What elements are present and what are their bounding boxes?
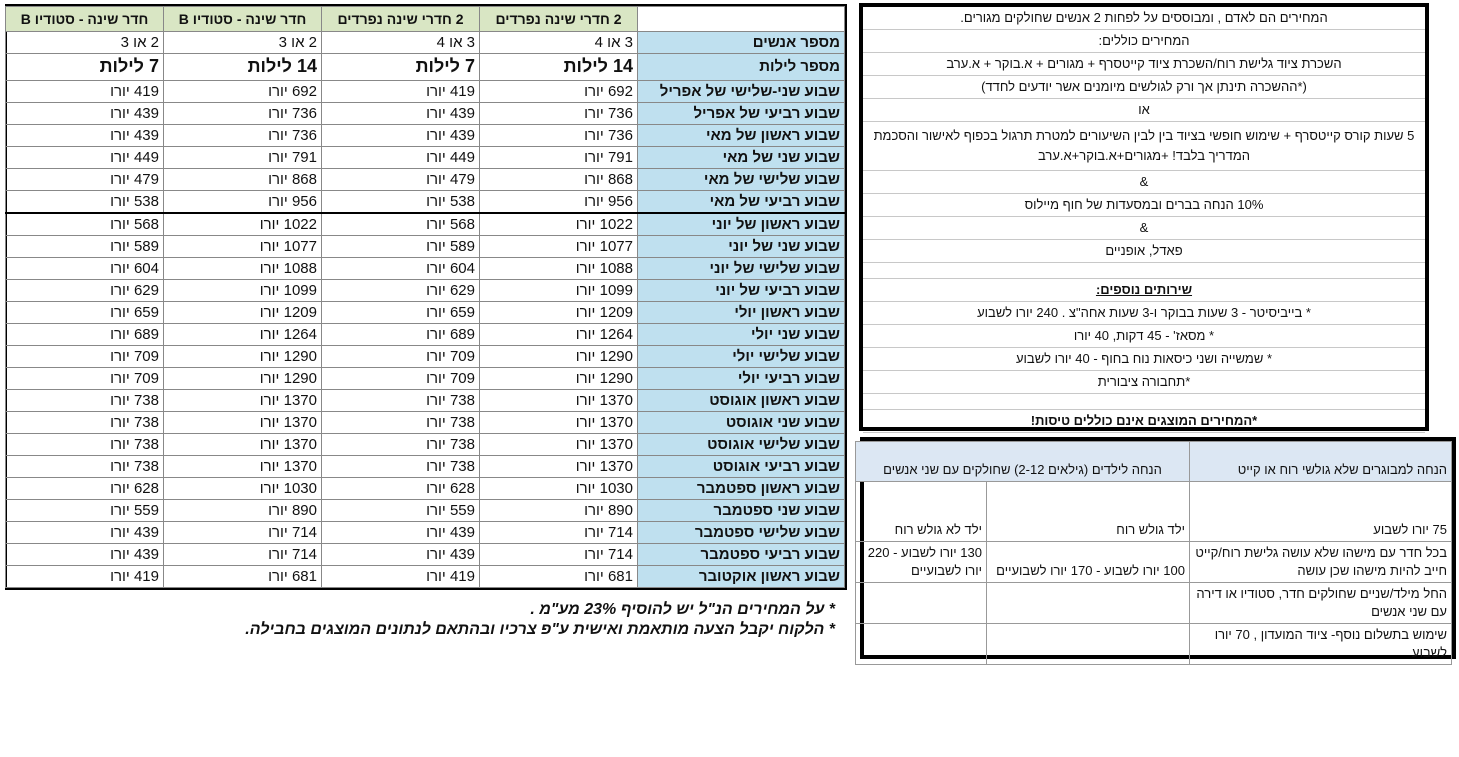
empty-cell <box>855 624 986 665</box>
price-cell: 629 יורו <box>322 279 480 301</box>
week-label: שבוע שלישי של יוני <box>638 257 845 279</box>
price-cell: 738 יורו <box>6 455 164 477</box>
discount-adults-amount: 75 יורו לשבוע <box>1190 482 1452 542</box>
price-cell: 1022 יורו <box>480 213 638 236</box>
week-label: שבוע שני אוגוסט <box>638 411 845 433</box>
price-row <box>6 102 845 124</box>
price-cell: 1370 יורו <box>164 389 322 411</box>
price-cell: 736 יורו <box>480 102 638 124</box>
price-cell: 628 יורו <box>322 477 480 499</box>
week-label: שבוע רביעי של אפריל <box>638 102 845 124</box>
discount-adults-condition: בכל חדר עם מישהו שלא עושה גלישת רוח/קייט חייב להיות מישהו שכן עושה <box>1190 542 1452 583</box>
price-row <box>6 146 845 168</box>
note-vat: * על המחירים הנ"ל יש להוסיף 23% מע"מ . <box>530 601 835 618</box>
info-line: המחירים הם לאדם , ומבוססים על לפחות 2 אנשים שחולקים מגורים. <box>863 7 1425 30</box>
price-row <box>6 565 845 587</box>
price-cell: 681 יורו <box>164 565 322 587</box>
info-line: או <box>863 99 1425 122</box>
price-cell: 956 יורו <box>480 190 638 213</box>
price-cell: 714 יורו <box>480 521 638 543</box>
price-cell: 692 יורו <box>164 80 322 102</box>
week-label: שבוע שלישי אוגוסט <box>638 433 845 455</box>
price-row <box>6 257 845 279</box>
price-cell: 604 יורו <box>6 257 164 279</box>
nights-count: 7 לילות <box>322 53 480 80</box>
price-cell: 868 יורו <box>164 168 322 190</box>
price-row <box>6 455 845 477</box>
price-cell: 1030 יורו <box>164 477 322 499</box>
price-cell: 1370 יורו <box>164 411 322 433</box>
price-cell: 419 יורו <box>322 80 480 102</box>
week-label: שבוע רביעי אוגוסט <box>638 455 845 477</box>
price-cell: 709 יורו <box>322 345 480 367</box>
price-cell: 538 יורו <box>322 190 480 213</box>
price-notes <box>180 600 835 640</box>
price-cell: 1099 יורו <box>480 279 638 301</box>
price-cell: 791 יורו <box>480 146 638 168</box>
price-row <box>6 213 845 236</box>
price-cell: 439 יורו <box>322 124 480 146</box>
price-cell: 559 יורו <box>322 499 480 521</box>
empty-cell <box>987 624 1190 665</box>
price-cell: 449 יורו <box>6 146 164 168</box>
week-label: שבוע שלישי יולי <box>638 345 845 367</box>
price-row <box>6 389 845 411</box>
price-cell: 538 יורו <box>6 190 164 213</box>
price-cell: 738 יורו <box>322 433 480 455</box>
price-cell: 439 יורו <box>6 124 164 146</box>
spacer-line <box>863 394 1425 410</box>
people-row <box>6 32 845 54</box>
price-cell: 1209 יורו <box>164 301 322 323</box>
price-cell: 589 יורו <box>322 235 480 257</box>
price-cell: 1370 יורו <box>480 455 638 477</box>
price-row <box>6 543 845 565</box>
week-label: שבוע שני ספטמבר <box>638 499 845 521</box>
price-row <box>6 477 845 499</box>
discounts-container <box>860 437 1456 659</box>
week-label: שבוע שלישי של מאי <box>638 168 845 190</box>
price-cell: 439 יורו <box>322 543 480 565</box>
price-cell: 1099 יורו <box>164 279 322 301</box>
price-cell: 692 יורו <box>480 80 638 102</box>
info-line: פאדל, אופניים <box>863 240 1425 263</box>
discount-adults-header: הנחה למבוגרים שלא גולשי רוח או קייט <box>1190 442 1452 482</box>
price-cell: 1370 יורו <box>164 455 322 477</box>
info-line: שירותים נוספים: <box>863 279 1425 302</box>
price-cell: 568 יורו <box>6 213 164 236</box>
price-cell: 1370 יורו <box>480 411 638 433</box>
room-type-header: חדר שינה - סטודיו B <box>164 7 322 32</box>
price-cell: 568 יורו <box>322 213 480 236</box>
info-line: המחירים כוללים: <box>863 30 1425 53</box>
info-line: * בייביסיטר - 3 שעות בבוקר ו-3 שעות אחה"צ . 240 יורו לשבוע <box>863 302 1425 325</box>
week-label: שבוע שני של יוני <box>638 235 845 257</box>
price-cell: 738 יורו <box>6 389 164 411</box>
people-count: 2 או 3 <box>6 32 164 54</box>
price-row <box>6 279 845 301</box>
note-custom-offer: * הלקוח יקבל הצעה מותאמת ואישית ע"פ צרכיו ובהתאם לנתונים המוצגים בחבילה. <box>245 621 835 638</box>
price-cell: 449 יורו <box>322 146 480 168</box>
price-cell: 709 יורו <box>6 367 164 389</box>
week-label: שבוע ראשון ספטמבר <box>638 477 845 499</box>
price-table <box>5 6 845 588</box>
info-line: 10% הנחה בברים ובמסעדות של חוף מיילוס <box>863 194 1425 217</box>
price-cell: 890 יורו <box>164 499 322 521</box>
spacer-line <box>863 263 1425 279</box>
price-cell: 1088 יורו <box>480 257 638 279</box>
discount-children-condition: החל מילד/שניים שחולקים חדר, סטודיו או דירה עם שני אנשים <box>1190 583 1452 624</box>
price-cell: 1209 יורו <box>480 301 638 323</box>
nights-count: 14 לילות <box>480 53 638 80</box>
week-label: שבוע ראשון אוגוסט <box>638 389 845 411</box>
info-line: * מסאז' - 45 דקות, 40 יורו <box>863 325 1425 348</box>
people-count: 3 או 4 <box>322 32 480 54</box>
price-row <box>6 433 845 455</box>
price-cell: 439 יורו <box>6 521 164 543</box>
price-cell: 479 יורו <box>6 168 164 190</box>
price-cell: 1088 יורו <box>164 257 322 279</box>
price-cell: 868 יורו <box>480 168 638 190</box>
price-cell: 736 יורו <box>480 124 638 146</box>
price-table-container <box>5 4 847 590</box>
room-type-header: 2 חדרי שינה נפרדים <box>480 7 638 32</box>
week-label: שבוע ראשון אוקטובר <box>638 565 845 587</box>
price-cell: 736 יורו <box>164 124 322 146</box>
price-cell: 1077 יורו <box>480 235 638 257</box>
price-cell: 589 יורו <box>6 235 164 257</box>
price-cell: 738 יורו <box>322 411 480 433</box>
people-count: 3 או 4 <box>480 32 638 54</box>
info-line: & <box>863 171 1425 194</box>
week-label: שבוע שלישי ספטמבר <box>638 521 845 543</box>
week-label: שבוע רביעי ספטמבר <box>638 543 845 565</box>
price-row <box>6 499 845 521</box>
price-cell: 604 יורו <box>322 257 480 279</box>
price-cell: 629 יורו <box>6 279 164 301</box>
price-row <box>6 367 845 389</box>
week-label: שבוע רביעי של מאי <box>638 190 845 213</box>
week-label: שבוע ראשון של מאי <box>638 124 845 146</box>
price-cell: 791 יורו <box>164 146 322 168</box>
nights-count: 7 לילות <box>6 53 164 80</box>
price-cell: 628 יורו <box>6 477 164 499</box>
price-cell: 1290 יורו <box>164 367 322 389</box>
price-cell: 479 יורו <box>322 168 480 190</box>
week-label: שבוע שני יולי <box>638 323 845 345</box>
price-cell: 956 יורו <box>164 190 322 213</box>
info-line: השכרת ציוד גלישת רוח/השכרת ציוד קייטסרף + מגורים + א.בוקר + א.ערב <box>863 53 1425 76</box>
discounts-table <box>855 441 1452 665</box>
price-cell: 439 יורו <box>322 521 480 543</box>
price-cell: 689 יורו <box>322 323 480 345</box>
price-row <box>6 168 845 190</box>
price-cell: 1030 יורו <box>480 477 638 499</box>
price-row <box>6 323 845 345</box>
price-cell: 439 יורו <box>6 543 164 565</box>
info-line: *תחבורה ציבורית <box>863 371 1425 394</box>
price-cell: 419 יורו <box>6 80 164 102</box>
price-row <box>6 345 845 367</box>
week-label: שבוע שני-שלישי של אפריל <box>638 80 845 102</box>
price-cell: 689 יורו <box>6 323 164 345</box>
price-cell: 1370 יורו <box>164 433 322 455</box>
info-line: *המחירים המוצגים אינם כוללים טיסות! <box>863 410 1425 433</box>
header-corner <box>638 7 845 32</box>
nights-count: 14 לילות <box>164 53 322 80</box>
price-cell: 1264 יורו <box>480 323 638 345</box>
info-line: & <box>863 217 1425 240</box>
child-windsurfer-price: 100 יורו לשבוע - 170 יורו לשבועיים <box>987 542 1190 583</box>
child-windsurfer-label: ילד גולש רוח <box>987 482 1190 542</box>
price-cell: 714 יורו <box>164 521 322 543</box>
info-line: 5 שעות קורס קייטסרף + שימוש חופשי בציוד בין לבין השיעורים למטרת תרגול בכפוף לאישור והסכמת המדריך בלבד! +מגורים+א.בוקר+א.ערב <box>863 122 1425 171</box>
discount-children-header: הנחה לילדים (גילאים 2-12) שחולקים עם שני אנשים <box>855 442 1189 482</box>
price-row <box>6 521 845 543</box>
price-cell: 714 יורו <box>480 543 638 565</box>
child-non-windsurfer-label: ילד לא גולש רוח <box>855 482 986 542</box>
price-cell: 559 יורו <box>6 499 164 521</box>
empty-cell <box>855 583 986 624</box>
price-cell: 659 יורו <box>322 301 480 323</box>
week-label: שבוע רביעי יולי <box>638 367 845 389</box>
price-cell: 1077 יורו <box>164 235 322 257</box>
price-row <box>6 301 845 323</box>
empty-cell <box>987 583 1190 624</box>
week-label: שבוע רביעי של יוני <box>638 279 845 301</box>
price-cell: 439 יורו <box>6 102 164 124</box>
price-cell: 738 יורו <box>6 433 164 455</box>
price-cell: 1022 יורו <box>164 213 322 236</box>
child-non-windsurfer-price: 130 יורו לשבוע - 220 יורו לשבועיים <box>855 542 986 583</box>
price-cell: 1290 יורו <box>480 367 638 389</box>
price-cell: 659 יורו <box>6 301 164 323</box>
price-row <box>6 190 845 213</box>
week-label: שבוע שני של מאי <box>638 146 845 168</box>
nights-label: מספר לילות <box>638 53 845 80</box>
price-cell: 890 יורו <box>480 499 638 521</box>
price-row <box>6 80 845 102</box>
info-line: (*ההשכרה תינתן אך ורק לגולשים מיומנים אשר יודעים לחדד) <box>863 76 1425 99</box>
price-cell: 1370 יורו <box>480 389 638 411</box>
package-info-box <box>859 3 1429 431</box>
people-label: מספר אנשים <box>638 32 845 54</box>
room-type-header: חדר שינה - סטודיו B <box>6 7 164 32</box>
price-cell: 709 יורו <box>322 367 480 389</box>
people-count: 2 או 3 <box>164 32 322 54</box>
price-cell: 709 יורו <box>6 345 164 367</box>
nights-row <box>6 53 845 80</box>
price-row <box>6 235 845 257</box>
price-cell: 738 יורו <box>322 389 480 411</box>
price-cell: 1370 יורו <box>480 433 638 455</box>
price-cell: 738 יורו <box>6 411 164 433</box>
price-cell: 736 יורו <box>164 102 322 124</box>
club-equipment-fee: שימוש בתשלום נוסף- ציוד המועדון , 70 יורו לשבוע <box>1190 624 1452 665</box>
price-cell: 439 יורו <box>322 102 480 124</box>
week-label: שבוע ראשון יולי <box>638 301 845 323</box>
price-cell: 1290 יורו <box>164 345 322 367</box>
room-type-header: 2 חדרי שינה נפרדים <box>322 7 480 32</box>
price-row <box>6 411 845 433</box>
week-label: שבוע ראשון של יוני <box>638 213 845 236</box>
price-cell: 714 יורו <box>164 543 322 565</box>
price-cell: 1290 יורו <box>480 345 638 367</box>
price-cell: 1264 יורו <box>164 323 322 345</box>
header-row <box>6 7 845 32</box>
info-line: * שמשייה ושני כיסאות נוח בחוף - 40 יורו לשבוע <box>863 348 1425 371</box>
price-cell: 681 יורו <box>480 565 638 587</box>
price-row <box>6 124 845 146</box>
price-cell: 419 יורו <box>322 565 480 587</box>
price-cell: 419 יורו <box>6 565 164 587</box>
price-cell: 738 יורו <box>322 455 480 477</box>
